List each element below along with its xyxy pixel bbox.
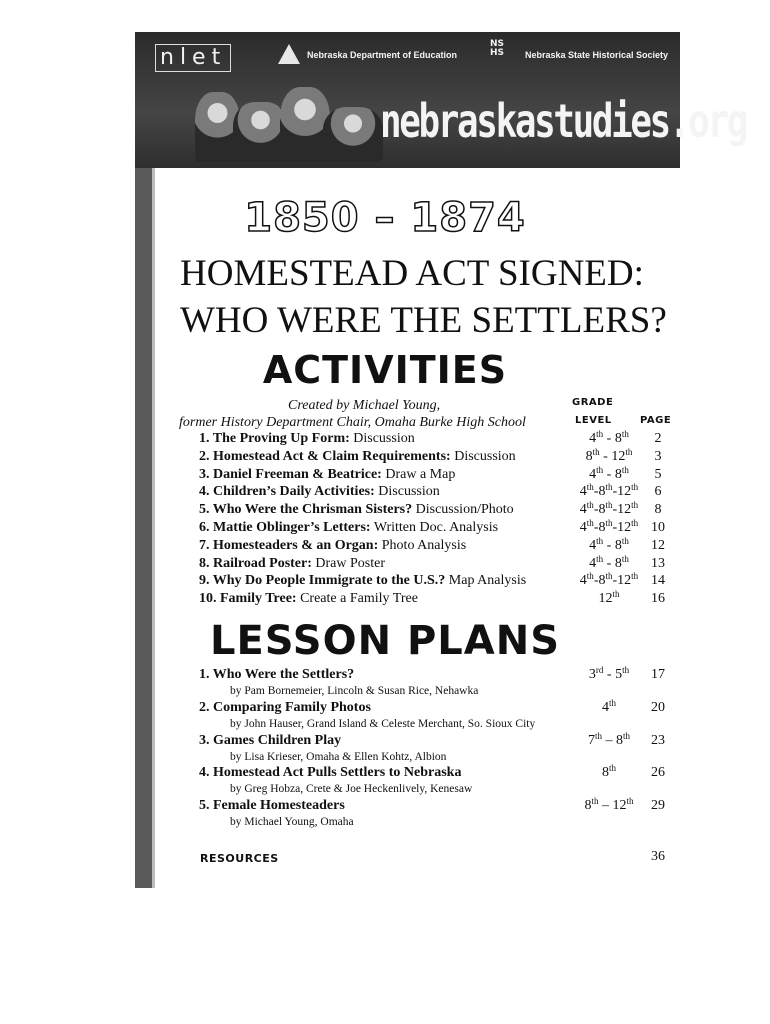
lesson-page: 20 xyxy=(651,699,665,715)
activity-grade: 4th - 8th xyxy=(589,429,629,446)
activity-title: 1. The Proving Up Form: Discussion xyxy=(199,431,415,446)
lesson-grade: 7th – 8th xyxy=(587,730,631,748)
activity-grade: 4th-8th-12th xyxy=(579,482,639,500)
lesson-title: 5. Female Homesteaders xyxy=(199,798,345,814)
lesson-authors: by Pam Bornemeier, Lincoln & Susan Rice, Nehawka xyxy=(230,685,479,697)
left-border-bar xyxy=(135,168,152,888)
lesson-grade: 8th xyxy=(601,763,616,781)
lesson-authors: by Lisa Krieser, Omaha & Ellen Kohtz, Albion xyxy=(230,750,447,763)
lesson-authors: by John Hauser, Grand Island & Celeste Merchant, So. Sioux City xyxy=(230,717,536,730)
activity-row xyxy=(199,502,699,520)
lesson-page: 17 xyxy=(651,667,665,682)
activity-page: 6 xyxy=(654,484,662,500)
activity-title: 5. Who Were the Chrisman Sisters? Discussion/Photo xyxy=(199,502,514,518)
activity-grade: 4th - 8th xyxy=(589,535,629,553)
dept-education-logo-icon xyxy=(278,44,300,64)
site-logo: nebraskastudies.org xyxy=(380,94,746,148)
page-column-header: PAGE xyxy=(640,415,672,426)
lesson-title: 2. Comparing Family Photos xyxy=(199,699,371,715)
activity-row xyxy=(199,431,699,449)
lesson-title: 3. Games Children Play xyxy=(199,732,342,748)
activity-page: 16 xyxy=(651,591,665,607)
page-title-line-1: HOMESTEAD ACT SIGNED: xyxy=(180,253,644,294)
activity-title: 4. Children’s Daily Activities: Discussion xyxy=(199,484,440,500)
activity-grade: 4th - 8th xyxy=(589,464,629,482)
lesson-authors: by Greg Hobza, Crete & Joe Heckenlively, Kenesaw xyxy=(230,783,473,796)
lesson-page: 29 xyxy=(651,798,665,814)
lesson-page: 26 xyxy=(651,765,665,781)
activity-page: 14 xyxy=(651,573,665,589)
lesson-title: 4. Homestead Act Pulls Settlers to Nebraska xyxy=(199,765,462,781)
activity-title: 8. Railroad Poster: Draw Poster xyxy=(199,555,385,571)
activity-title: 3. Daniel Freeman & Beatrice: Draw a Map xyxy=(199,466,456,482)
activity-title: 10. Family Tree: Create a Family Tree xyxy=(199,591,418,607)
date-range-heading: 1850 – 1874 xyxy=(244,195,526,241)
activity-row xyxy=(199,464,699,485)
credit-title: former History Department Chair, Omaha Burke High School xyxy=(179,415,526,430)
activity-grade: 12th xyxy=(598,589,620,607)
activity-grade: 4th-8th-12th xyxy=(579,500,639,518)
lesson-grade: 4th xyxy=(601,697,616,715)
activity-title: 2. Homestead Act & Claim Requirements: Discussion xyxy=(199,448,516,464)
activity-grade: 4th-8th-12th xyxy=(579,518,639,535)
nlet-logo: nlet xyxy=(155,44,231,72)
lesson-title: 1. Who Were the Settlers? xyxy=(199,667,355,682)
lesson-plans-heading: LESSON PLANS xyxy=(209,618,561,664)
activity-page: 10 xyxy=(651,520,665,535)
activity-grade: 4th - 8th xyxy=(589,553,629,571)
lesson-page: 23 xyxy=(651,732,665,748)
header-banner xyxy=(135,32,746,168)
activity-row xyxy=(199,591,699,609)
lesson-authors: by Michael Young, Omaha xyxy=(230,816,354,829)
settler-photo-collage xyxy=(195,82,395,162)
activity-row xyxy=(199,553,699,574)
lesson-grade: 8th – 12th xyxy=(584,796,634,814)
activity-row xyxy=(199,573,699,591)
dept-education-label: Nebraska Department of Education xyxy=(307,50,458,60)
activity-page: 2 xyxy=(654,431,662,446)
activity-page: 12 xyxy=(651,537,665,553)
activity-page: 5 xyxy=(654,466,662,482)
activity-title: 6. Mattie Oblinger’s Letters: Written Doc. Analysis xyxy=(199,520,499,535)
activity-page: 3 xyxy=(654,448,662,464)
activity-grade: 8th - 12th xyxy=(585,446,633,464)
level-column-header: LEVEL xyxy=(575,415,612,426)
activity-title: 7. Homesteaders & an Organ: Photo Analysis xyxy=(199,537,467,553)
page-title-line-2: WHO WERE THE SETTLERS? xyxy=(180,300,667,341)
resources-label: RESOURCES xyxy=(200,852,279,865)
activity-page: 8 xyxy=(654,502,662,518)
grade-column-header: GRADE xyxy=(572,397,614,408)
activities-heading: ACTIVITIES xyxy=(262,348,508,392)
left-border-highlight xyxy=(152,168,155,888)
activity-page: 13 xyxy=(651,555,665,571)
activity-row xyxy=(199,484,699,502)
activity-title: 9. Why Do People Immigrate to the U.S.? Map Analysis xyxy=(199,573,527,589)
credit-author: Created by Michael Young, xyxy=(288,398,441,413)
historical-society-label: Nebraska State Historical Society xyxy=(525,50,669,60)
lesson-grade: 3rd - 5th xyxy=(588,665,630,682)
resources-page: 36 xyxy=(651,849,665,864)
activity-grade: 4th-8th-12th xyxy=(579,571,639,589)
historical-society-logo: NS HS xyxy=(490,39,505,58)
